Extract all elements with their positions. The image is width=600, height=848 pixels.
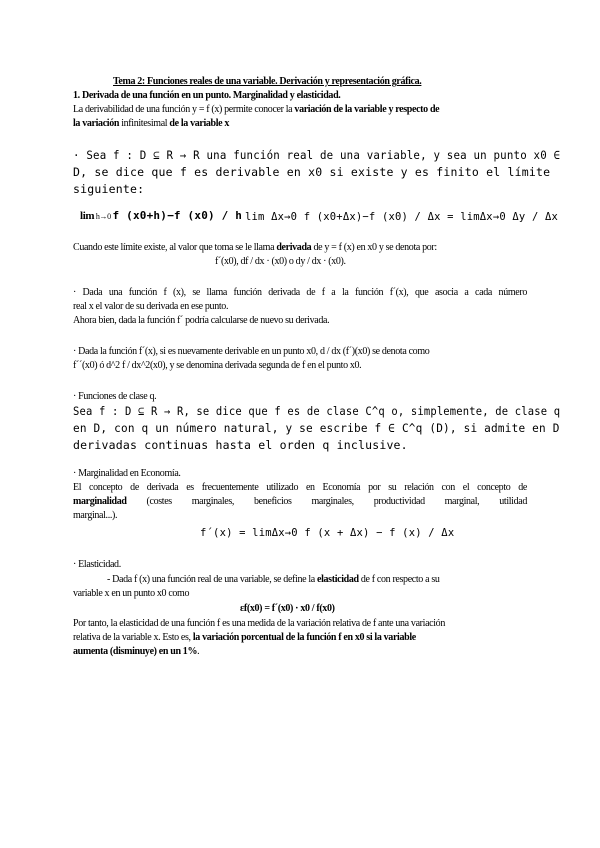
elasticity-bold-5: aumenta (disminuye) en un 1% <box>73 646 198 657</box>
intro-bold-2: la variación <box>73 118 120 129</box>
page-title: Tema 2: Funciones reales de una variable. Derivación y representación gráfica. <box>113 76 422 87</box>
second-derivative-line-1: · Dada la función f´(x), si es nuevamente derivable en un punto x0, d / dx (f´)(x0) se denota como <box>73 346 430 357</box>
derivative-line-1 <box>73 241 437 255</box>
elasticity-bold: elasticidad <box>317 574 359 585</box>
class-q-line-1: Sea f : D ⊆ R → R, se dice que f es de clase C^q o, simplemente, de clase q <box>73 404 561 418</box>
elasticity-text-a: - Dada f (x) una función real de una variable, se define la <box>107 574 318 585</box>
limit-subscript: h→0 <box>94 212 113 221</box>
marginality-line-2 <box>73 495 527 509</box>
class-q-line-2: en D, con q un número natural, y se escribe f ∈ C^q (D), si admite en D <box>73 421 560 435</box>
intro-bold-3: de la variable x <box>169 118 230 129</box>
second-derivative-line-2: f´´(x0) ó d^2 f / dx^2(x0), y se denomina derivada segunda de f en el punto x0. <box>73 360 362 371</box>
elasticity-line-5 <box>73 645 199 659</box>
elasticity-line-1 <box>107 573 440 587</box>
derivative-text-b: de y = f (x) en x0 y se denota por: <box>311 242 437 253</box>
elasticity-line-2: variable x en un punto x0 como <box>73 588 190 599</box>
marginality-bold: marginalidad <box>73 496 127 507</box>
limit-formula <box>80 209 242 224</box>
section-heading: 1. Derivada de una función en un punto. Marginalidad y elasticidad. <box>73 90 341 101</box>
elasticity-line-3: Por tanto, la elasticidad de una función f es una medida de la variación relativa de f ante una variación <box>73 618 445 629</box>
marginality-formula: f´(x) = limΔx→0 f (x + Δx) − f (x) / Δx <box>200 527 455 539</box>
marginality-line-3: marginal...). <box>73 510 118 521</box>
definition-line-2: D, se dice que f es derivable en x0 si existe y es finito el límite <box>73 165 551 179</box>
elasticity-line-4 <box>73 631 416 645</box>
class-q-heading: · Funciones de clase q. <box>73 391 157 402</box>
intro-bold: variación de la variable y respecto de <box>294 104 440 115</box>
elasticity-text-4: relativa de la variable x. Esto es, <box>73 632 193 643</box>
derivative-notation: f´(x0), df / dx · (x0) o dy / dx · (x0). <box>215 256 346 267</box>
limit-word: lim <box>80 210 95 222</box>
intro-text: La derivabilidad de una función y = f (x) permite conocer la <box>73 104 295 115</box>
elasticity-text-b: de f con respecto a su <box>358 574 440 585</box>
derivative-text-a: Cuando este límite existe, al valor que toma se le llama <box>73 242 277 253</box>
marginality-text: (costes marginales, beneficios marginales, productividad marginal, utilidad <box>126 496 527 507</box>
limit-expression: f (x0+h)−f (x0) / h <box>112 209 243 222</box>
derived-function-line-1: · Dada una función f (x), se llama función derivada de f a la función f´(x), que asocia a cada número <box>73 287 527 298</box>
definition-line-3: siguiente: <box>73 182 145 196</box>
marginality-line-1: El concepto de derivada es frecuentemente utilizado en Economía por su relación con el concepto de <box>73 482 527 493</box>
marginality-heading: · Marginalidad en Economía. <box>73 468 181 479</box>
derived-function-line-2: real x el valor de su derivada en ese punto. <box>73 301 229 312</box>
elasticity-bold-4: la variación porcentual de la función f en x0 si la variable <box>192 632 416 643</box>
elasticity-end: . <box>197 646 200 657</box>
intro-text-2: infinitesimal <box>119 118 170 129</box>
elasticity-heading: · Elasticidad. <box>73 559 121 570</box>
elasticity-formula: εf(x0) = f´(x0) · x0 / f(x0) <box>240 603 335 614</box>
definition-line-1: · Sea f : D ⊆ R → R una función real de una variable, y sea un punto x0 ∈ <box>73 148 561 162</box>
class-q-line-3: derivadas continuas hasta el orden q inclusive. <box>73 438 408 452</box>
intro-line-2 <box>73 117 229 131</box>
intro-line-1 <box>73 103 439 117</box>
limit-formula-alt: lim Δx→0 f (x0+Δx)−f (x0) / Δx = limΔx→0 Δy / Δx <box>245 211 559 223</box>
derived-function-line-3: Ahora bien, dada la función f´ podría calcularse de nuevo su derivada. <box>73 315 330 326</box>
derivative-bold: derivada <box>276 242 312 253</box>
